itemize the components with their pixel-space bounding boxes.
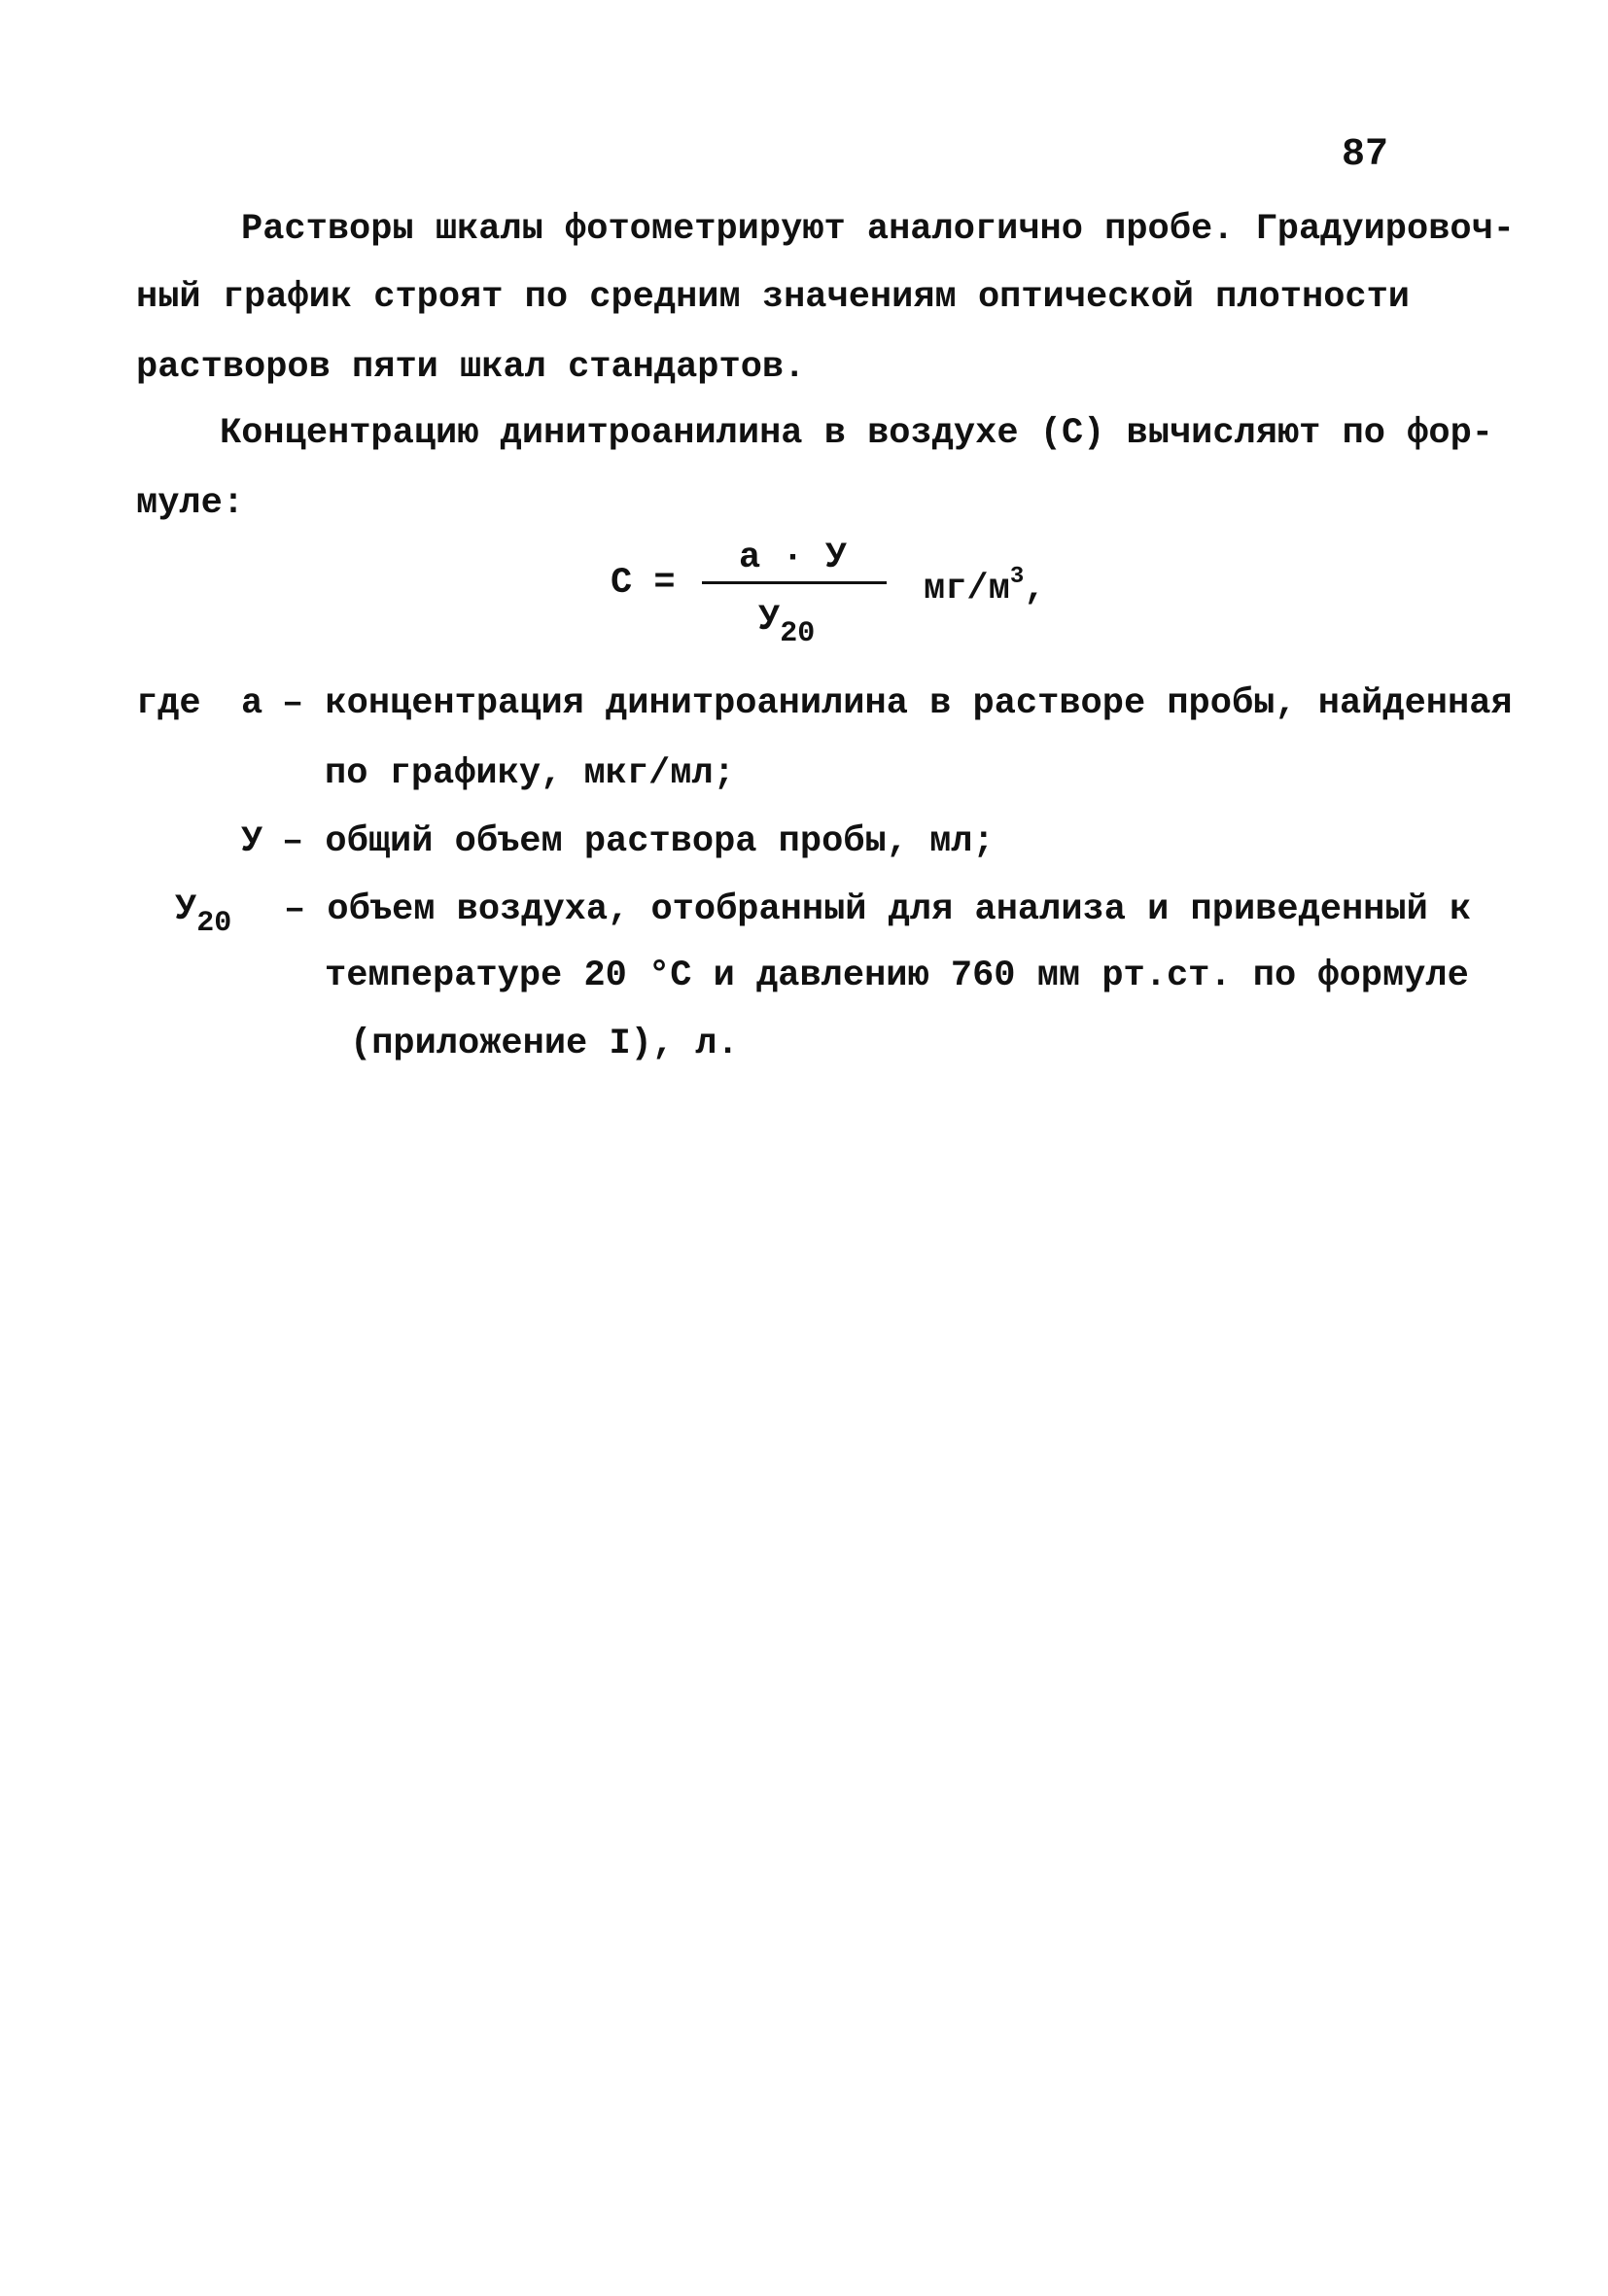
formula-lhs: С = (611, 563, 676, 604)
paragraph-2-line-1: Концентрацию динитроанилина в воздухе (С) вычисляют по фор- (220, 413, 1494, 454)
legend-intro: где (136, 683, 201, 724)
legend-v20-line-3: (приложение I), л. (350, 1024, 739, 1064)
legend-v20-line-2: температуре 20 °С и давлению 760 мм рт.ст. по формуле (325, 956, 1469, 996)
legend-v20-symbol (175, 889, 232, 940)
formula-denominator (758, 600, 816, 650)
v20-base: У (175, 889, 197, 930)
paragraph-1-line-2: ный график строят по средним значениям оптической плотности (136, 277, 1411, 318)
legend-a-line-2: по графику, мкг/мл; (325, 753, 735, 794)
fraction-bar (702, 581, 887, 584)
denominator-subscript: 20 (780, 617, 816, 650)
paragraph-1-line-3: растворов пяти шкал стандартов. (136, 347, 806, 388)
legend-a-symbol: а (241, 683, 263, 724)
denominator-base: У (758, 600, 781, 641)
v20-subscript: 20 (196, 907, 232, 940)
unit-superscript: 3 (1009, 564, 1025, 590)
page-number: 87 (1342, 133, 1389, 177)
legend-a-line-1: – концентрация динитроанилина в растворе пробы, найденная (282, 683, 1513, 724)
legend-v20-line-1: – объем воздуха, отобранный для анализа и приведенный к (284, 889, 1472, 930)
legend-v-line-1: – общий объем раствора пробы, мл; (282, 821, 995, 862)
unit-text: мг/м (924, 569, 1010, 609)
paragraph-2-line-2: муле: (136, 483, 245, 524)
legend-v-symbol: У (241, 821, 263, 862)
formula-unit (924, 566, 1045, 608)
formula-numerator: а · У (739, 538, 848, 578)
paragraph-1-line-1: Растворы шкалы фотометрируют аналогично пробе. Градуировоч- (241, 209, 1516, 250)
unit-trail: , (1024, 569, 1046, 609)
